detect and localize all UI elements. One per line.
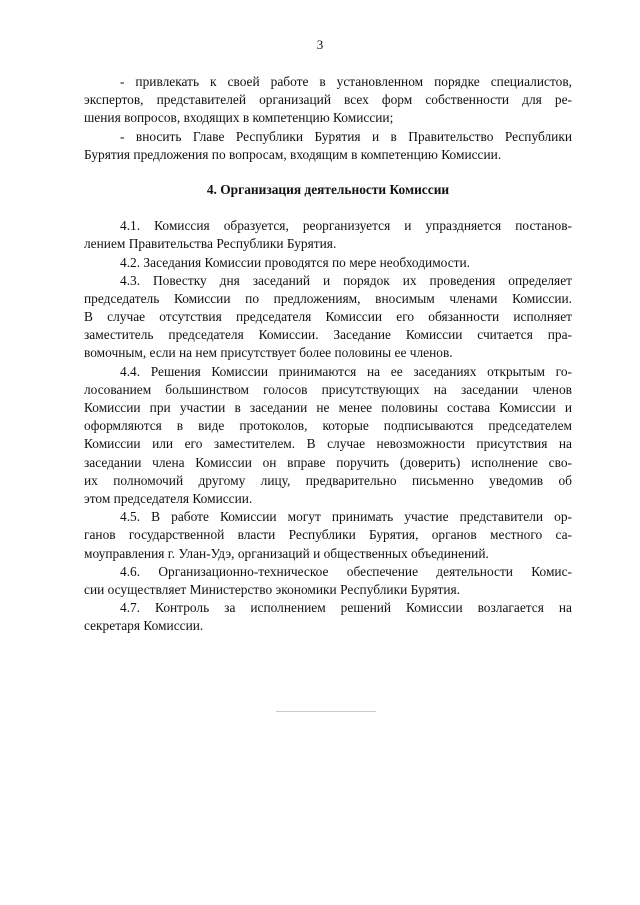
- text-line: шения вопросов, входящих в компетенцию Комиссии;: [84, 110, 394, 126]
- paragraph-4-7: [84, 599, 572, 635]
- paragraph-4-2: [84, 254, 572, 272]
- intro-item-2: [84, 128, 572, 164]
- text-line: оформляются в виде протоколов, которые подписываются председателем: [84, 418, 572, 434]
- text-line: сии осуществляет Министерство экономики Республики Бурятия.: [84, 581, 461, 597]
- text-line: 4.4. Решения Комиссии принимаются на ее заседаниях открытым го-: [120, 363, 572, 379]
- text-line: В случае отсутствия председателя Комиссии его обязанности исполняет: [84, 309, 572, 325]
- text-line: ганов государственной власти Республики Бурятия, органов местного са-: [84, 527, 572, 543]
- text-line: секретаря Комиссии.: [84, 618, 204, 634]
- text-line: моуправления г. Улан-Удэ, организаций и общественных объединений.: [84, 545, 489, 561]
- text-line: заместитель председателя Комиссии. Заседание Комиссии считается пра-: [84, 327, 572, 343]
- text-line: председатель Комиссии по предложениям, вносимым членами Комиссии.: [84, 290, 572, 306]
- text-line: 4.6. Организационно-техническое обеспечение деятельности Комис-: [120, 563, 572, 579]
- text-line: 4.2. Заседания Комиссии проводятся по мере необходимости.: [120, 254, 471, 270]
- text-line: лением Правительства Республики Бурятия.: [84, 236, 337, 252]
- paragraph-4-6: [84, 563, 572, 599]
- end-divider: [276, 711, 376, 712]
- document-body: [84, 73, 572, 635]
- paragraph-4-4: [84, 363, 572, 509]
- text-line: экспертов, представителей организаций всех форм собственности для ре-: [84, 92, 572, 108]
- page-number: 3: [316, 37, 324, 52]
- text-line: Комиссии при участии в заседании не менее половины состава Комиссии и: [84, 400, 572, 415]
- text-line: - вносить Главе Республики Бурятия и в Правительство Республики: [120, 128, 572, 144]
- section-heading: 4. Организация деятельности Комиссии: [206, 181, 450, 197]
- text-line: этом председателя Комиссии.: [84, 490, 253, 506]
- paragraph-4-1: [84, 217, 572, 253]
- text-line: 4.5. В работе Комиссии могут принимать участие представители ор-: [120, 509, 572, 525]
- intro-item-1: [84, 73, 572, 128]
- text-line: лосованием большинством голосов присутствующих на заседании членов: [84, 381, 572, 397]
- text-line: вомочным, если на нем присутствует более половины ее членов.: [84, 345, 453, 361]
- text-line: заседании члена Комиссии он вправе поручить (доверить) исполнение сво-: [84, 454, 572, 470]
- text-line: их полномочий другому лицу, предварительно письменно уведомив об: [84, 472, 572, 488]
- text-line: 4.1. Комиссия образуется, реорганизуется и упраздняется постанов-: [120, 218, 572, 234]
- text-line: 4.3. Повестку дня заседаний и порядок их проведения определяет: [120, 272, 572, 288]
- text-line: Комиссии или его заместителем. В случае невозможности присутствия на: [84, 436, 572, 452]
- text-line: Бурятия предложения по вопросам, входящим в компетенцию Комиссии.: [84, 146, 502, 162]
- paragraph-4-3: [84, 272, 572, 363]
- text-line: 4.7. Контроль за исполнением решений Комиссии возлагается на: [120, 600, 572, 616]
- text-line: - привлекать к своей работе в установленном порядке специалистов,: [120, 74, 572, 89]
- paragraph-4-5: [84, 508, 572, 563]
